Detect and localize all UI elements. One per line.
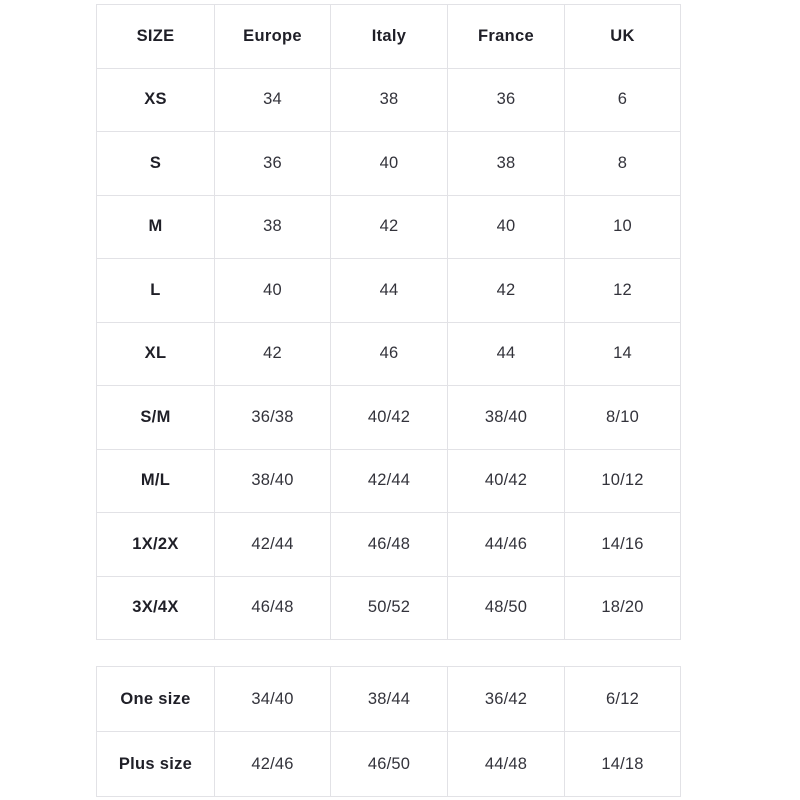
- cell-europe: 40: [215, 259, 331, 323]
- cell-size: XS: [97, 68, 215, 132]
- cell-size: M: [97, 195, 215, 259]
- cell-europe: 36: [215, 132, 331, 196]
- table-row: [97, 449, 681, 513]
- cell-italy: 38: [331, 68, 448, 132]
- table-body: [97, 68, 681, 640]
- cell-france: 40/42: [448, 449, 565, 513]
- cell-europe: 42/44: [215, 513, 331, 577]
- one-size-plus-size-table: [96, 666, 681, 797]
- table-row: [97, 259, 681, 323]
- cell-france: 36: [448, 68, 565, 132]
- table-row: [97, 576, 681, 640]
- column-header-europe: Europe: [215, 5, 331, 69]
- cell-uk: 8: [565, 132, 681, 196]
- cell-size: 1X/2X: [97, 513, 215, 577]
- cell-italy: 46/50: [331, 732, 448, 797]
- table-header-row: [97, 5, 681, 69]
- cell-size: XL: [97, 322, 215, 386]
- cell-europe: 36/38: [215, 386, 331, 450]
- cell-size: 3X/4X: [97, 576, 215, 640]
- cell-france: 40: [448, 195, 565, 259]
- cell-size: M/L: [97, 449, 215, 513]
- column-header-italy: Italy: [331, 5, 448, 69]
- table-row: [97, 132, 681, 196]
- cell-italy: 40/42: [331, 386, 448, 450]
- cell-uk: 14: [565, 322, 681, 386]
- cell-uk: 6: [565, 68, 681, 132]
- cell-uk: 10: [565, 195, 681, 259]
- cell-italy: 38/44: [331, 667, 448, 732]
- cell-size: S/M: [97, 386, 215, 450]
- cell-europe: 34: [215, 68, 331, 132]
- cell-france: 42: [448, 259, 565, 323]
- cell-italy: 44: [331, 259, 448, 323]
- cell-france: 38/40: [448, 386, 565, 450]
- cell-france: 44: [448, 322, 565, 386]
- cell-europe: 42: [215, 322, 331, 386]
- cell-europe: 42/46: [215, 732, 331, 797]
- cell-uk: 8/10: [565, 386, 681, 450]
- cell-uk: 12: [565, 259, 681, 323]
- cell-europe: 34/40: [215, 667, 331, 732]
- table-row: [97, 195, 681, 259]
- table-row: [97, 513, 681, 577]
- column-header-size: SIZE: [97, 5, 215, 69]
- table-row: [97, 68, 681, 132]
- cell-italy: 40: [331, 132, 448, 196]
- cell-italy: 46/48: [331, 513, 448, 577]
- table-row: [97, 732, 681, 797]
- table-row: [97, 322, 681, 386]
- cell-france: 44/48: [448, 732, 565, 797]
- table-header: [97, 5, 681, 69]
- cell-france: 36/42: [448, 667, 565, 732]
- size-conversion-table: [96, 4, 681, 640]
- cell-uk: 10/12: [565, 449, 681, 513]
- cell-europe: 46/48: [215, 576, 331, 640]
- cell-france: 48/50: [448, 576, 565, 640]
- table-row: [97, 667, 681, 732]
- cell-europe: 38/40: [215, 449, 331, 513]
- cell-size: Plus size: [97, 732, 215, 797]
- cell-size: L: [97, 259, 215, 323]
- table-body: [97, 667, 681, 797]
- cell-italy: 50/52: [331, 576, 448, 640]
- cell-uk: 14/18: [565, 732, 681, 797]
- one-size-plus-size-table-wrapper: [96, 666, 680, 797]
- cell-uk: 6/12: [565, 667, 681, 732]
- cell-italy: 42: [331, 195, 448, 259]
- table-row: [97, 386, 681, 450]
- cell-uk: 14/16: [565, 513, 681, 577]
- column-header-france: France: [448, 5, 565, 69]
- cell-size: One size: [97, 667, 215, 732]
- cell-europe: 38: [215, 195, 331, 259]
- cell-france: 38: [448, 132, 565, 196]
- cell-size: S: [97, 132, 215, 196]
- cell-uk: 18/20: [565, 576, 681, 640]
- cell-france: 44/46: [448, 513, 565, 577]
- cell-italy: 46: [331, 322, 448, 386]
- column-header-uk: UK: [565, 5, 681, 69]
- cell-italy: 42/44: [331, 449, 448, 513]
- size-conversion-table-wrapper: [96, 4, 680, 640]
